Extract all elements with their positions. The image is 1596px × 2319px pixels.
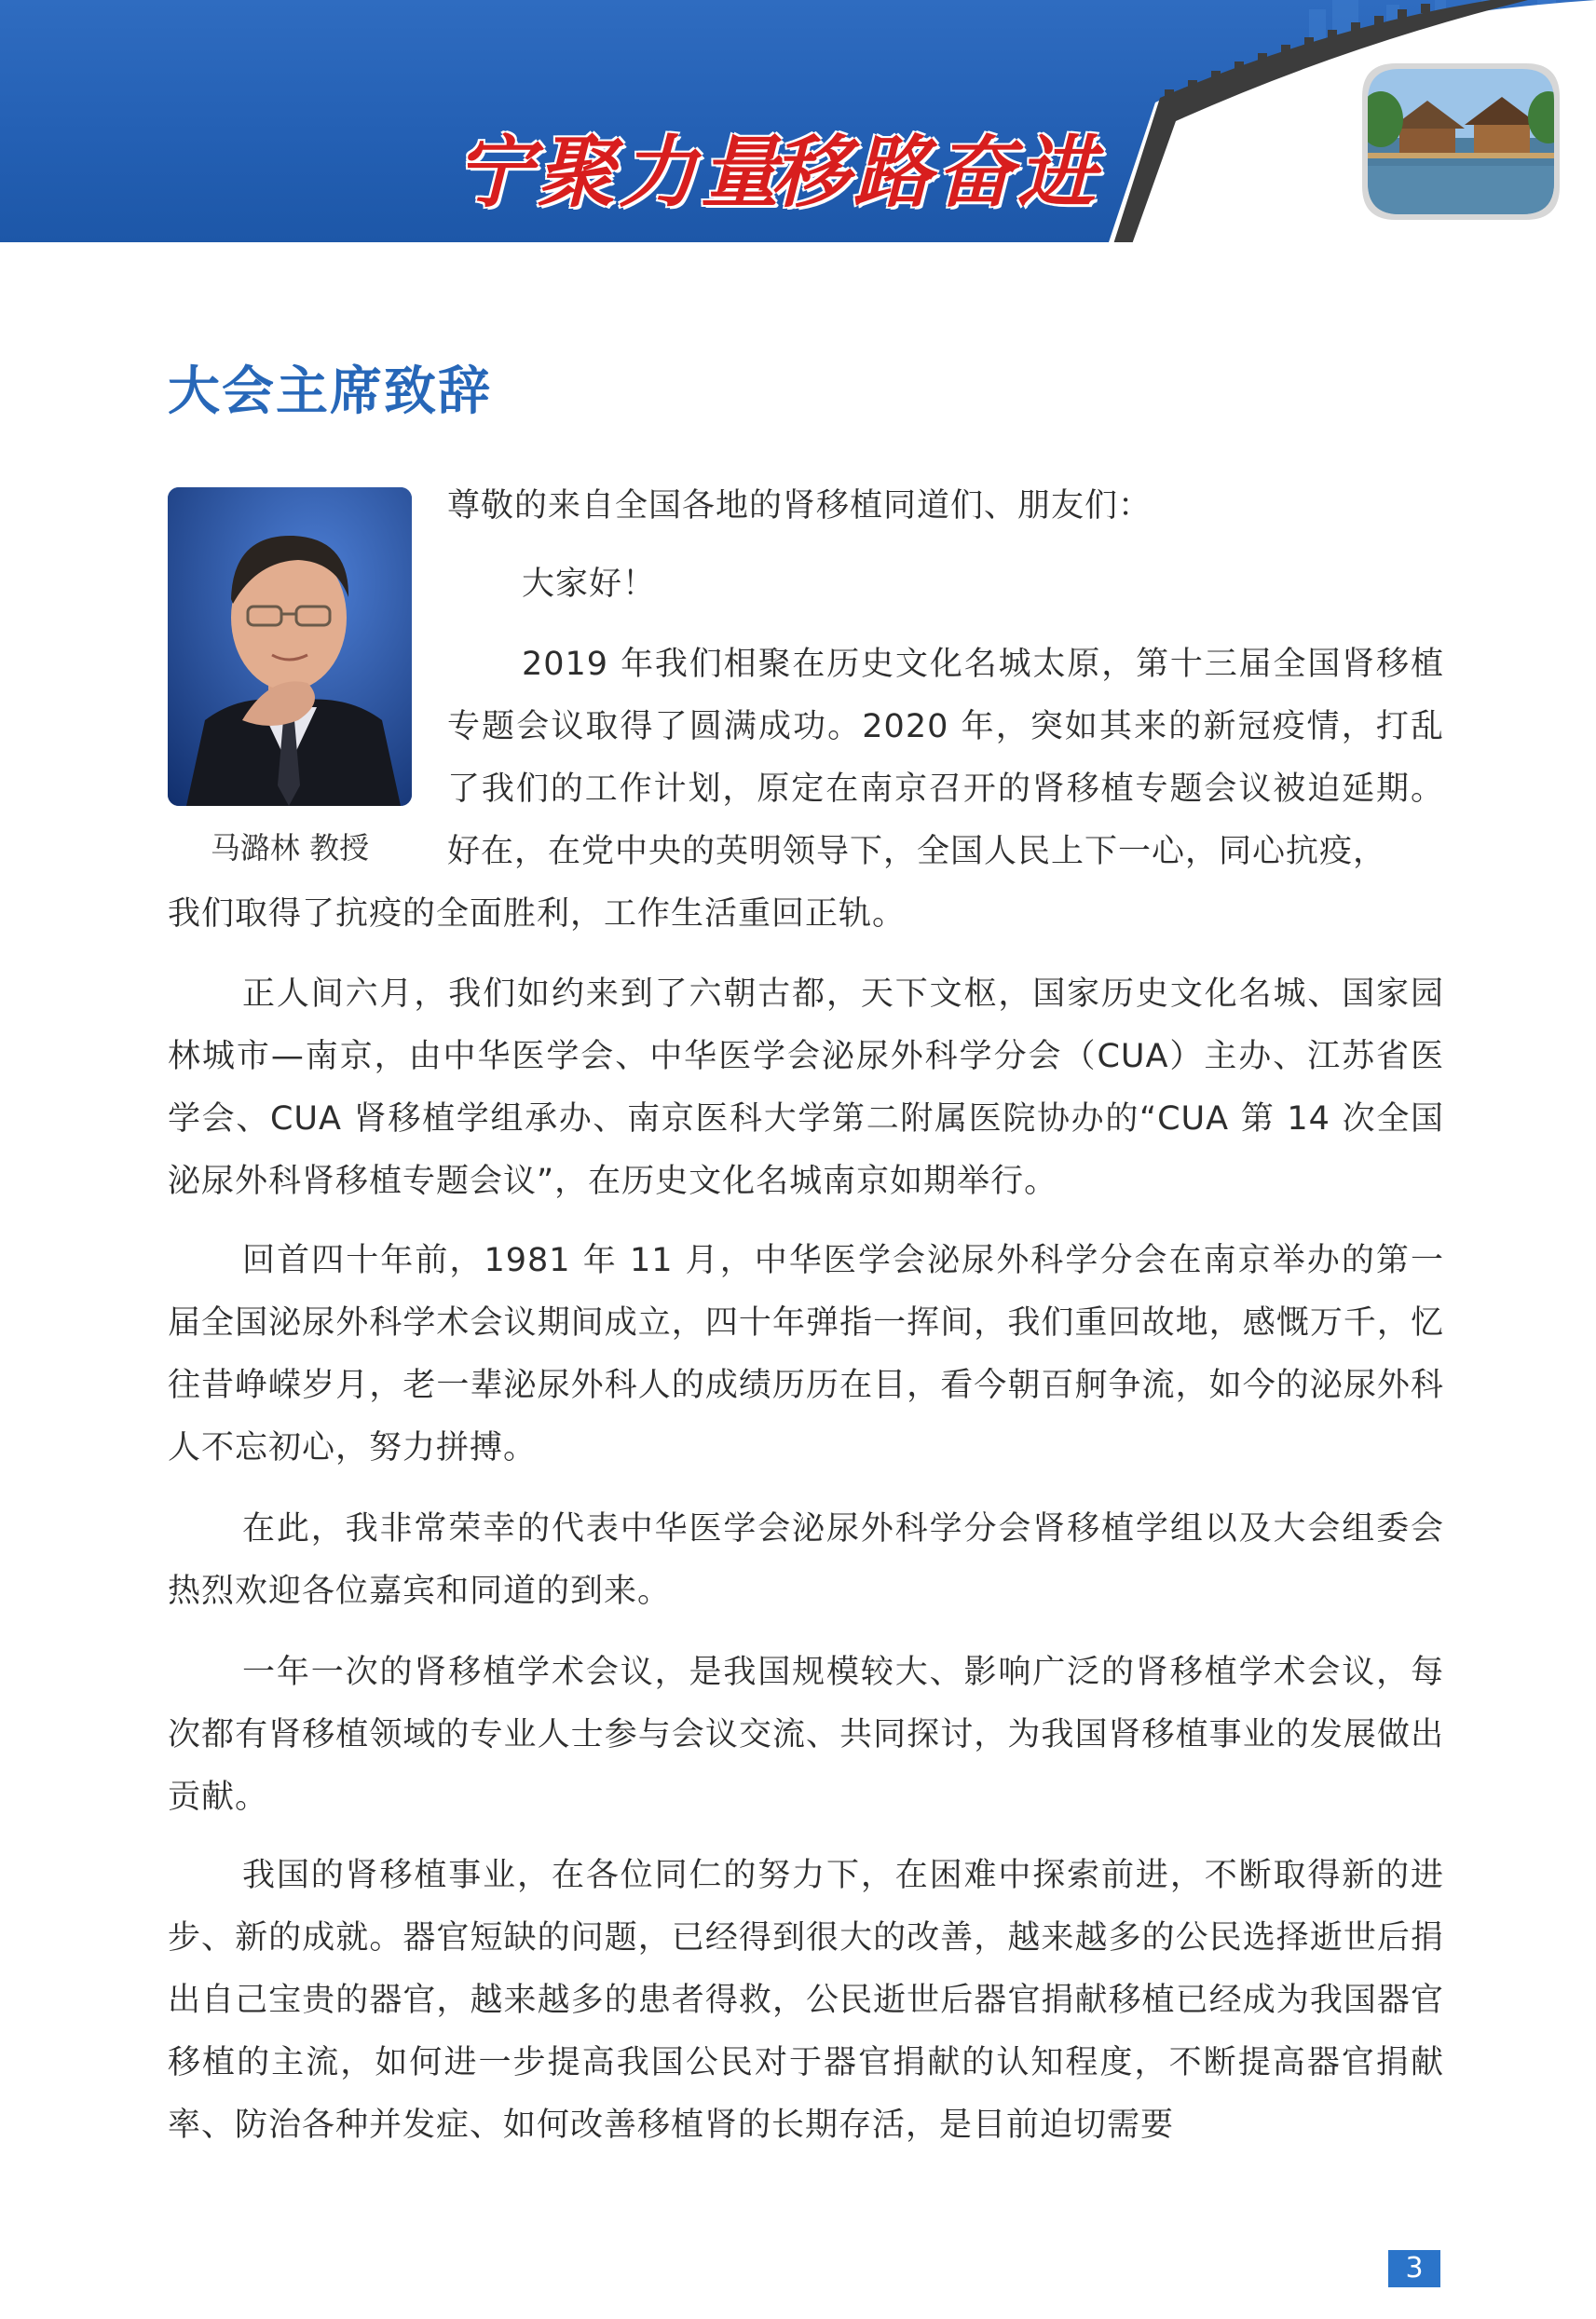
greeting: 大家好！ (522, 566, 657, 603)
salutation: 尊敬的来自全国各地的肾移植同道们、朋友们： (447, 487, 1153, 525)
slogan-part-2: 移路奋进 (771, 126, 1100, 218)
header-banner (0, 0, 1596, 242)
paragraph-3: 回首四十年前，1981 年 11 月，中华医学会泌尿外科学分会在南京举办的第一届全国泌尿外科学术会议期间成立，四十年弹指一挥间，我们重回故地，感慨万千，忆往昔峥嵘岁月，老一辈泌尿外科人的成绩历历在目，看今朝百舸争流，如今的泌尿外科人不忘初心，努力拼搏。 (168, 1242, 1444, 1466)
chairman-portrait (168, 487, 412, 806)
paragraph-5: 一年一次的肾移植学术会议，是我国规模较大、影响广泛的肾移植学术会议，每次都有肾移植领域的专业人士参与会议交流、共同探讨，为我国肾移植事业的发展做出贡献。 (168, 1654, 1444, 1816)
portrait-caption: 马潞林 教授 (210, 830, 370, 866)
paragraph-1: 2019 年我们相聚在历史文化名城太原，第十三届全国肾移植专题会议取得了圆满成功。2020 年，突如其来的新冠疫情，打乱了我们的工作计划，原定在南京召开的肾移植专题会议被迫延期。好在，在党中央的英明领导下，全国人民上下一心，同心抗疫， (447, 646, 1444, 870)
paragraph-6: 我国的肾移植事业，在各位同仁的努力下，在困难中探索前进，不断取得新的进步、新的成就。器官短缺的问题，已经得到很大的改善，越来越多的公民选择逝世后捐出自己宝贵的器官，越来越多的患者得救，公民逝世后器官捐献移植已经成为我国器官移植的主流，如何进一步提高我国公民对于器官捐献的认知程度，不断提高器官捐献率、防治各种并发症、如何改善移植肾的长期存活，是目前迫切需要 (168, 1857, 1444, 2144)
paragraph-2: 正人间六月，我们如约来到了六朝古都，天下文枢，国家历史文化名城、国家园林城市—南京，由中华医学会、中华医学会泌尿外科学分会（CUA）主办、江苏省医学会、CUA 肾移植学组承办、南京医科大学第二附属医院协办的“CUA 第 14 次全国泌尿外科肾移植专题会议”，在历史文化名城南京如期举行。 (168, 975, 1444, 1200)
paragraph-4: 在此，我非常荣幸的代表中华医学会泌尿外科学分会肾移植学组以及大会组委会热烈欢迎各位嘉宾和同道的到来。 (168, 1510, 1444, 1610)
slogan-part-1: 宁聚力量 (455, 126, 784, 218)
banner-slogan (455, 93, 1125, 242)
section-title: 大会主席致辞 (168, 361, 492, 422)
garden-photo-frame (1362, 63, 1560, 220)
page-number: 3 (1388, 2250, 1440, 2287)
paragraph-1-continued: 我们取得了抗疫的全面胜利，工作生活重回正轨。 (168, 895, 907, 933)
